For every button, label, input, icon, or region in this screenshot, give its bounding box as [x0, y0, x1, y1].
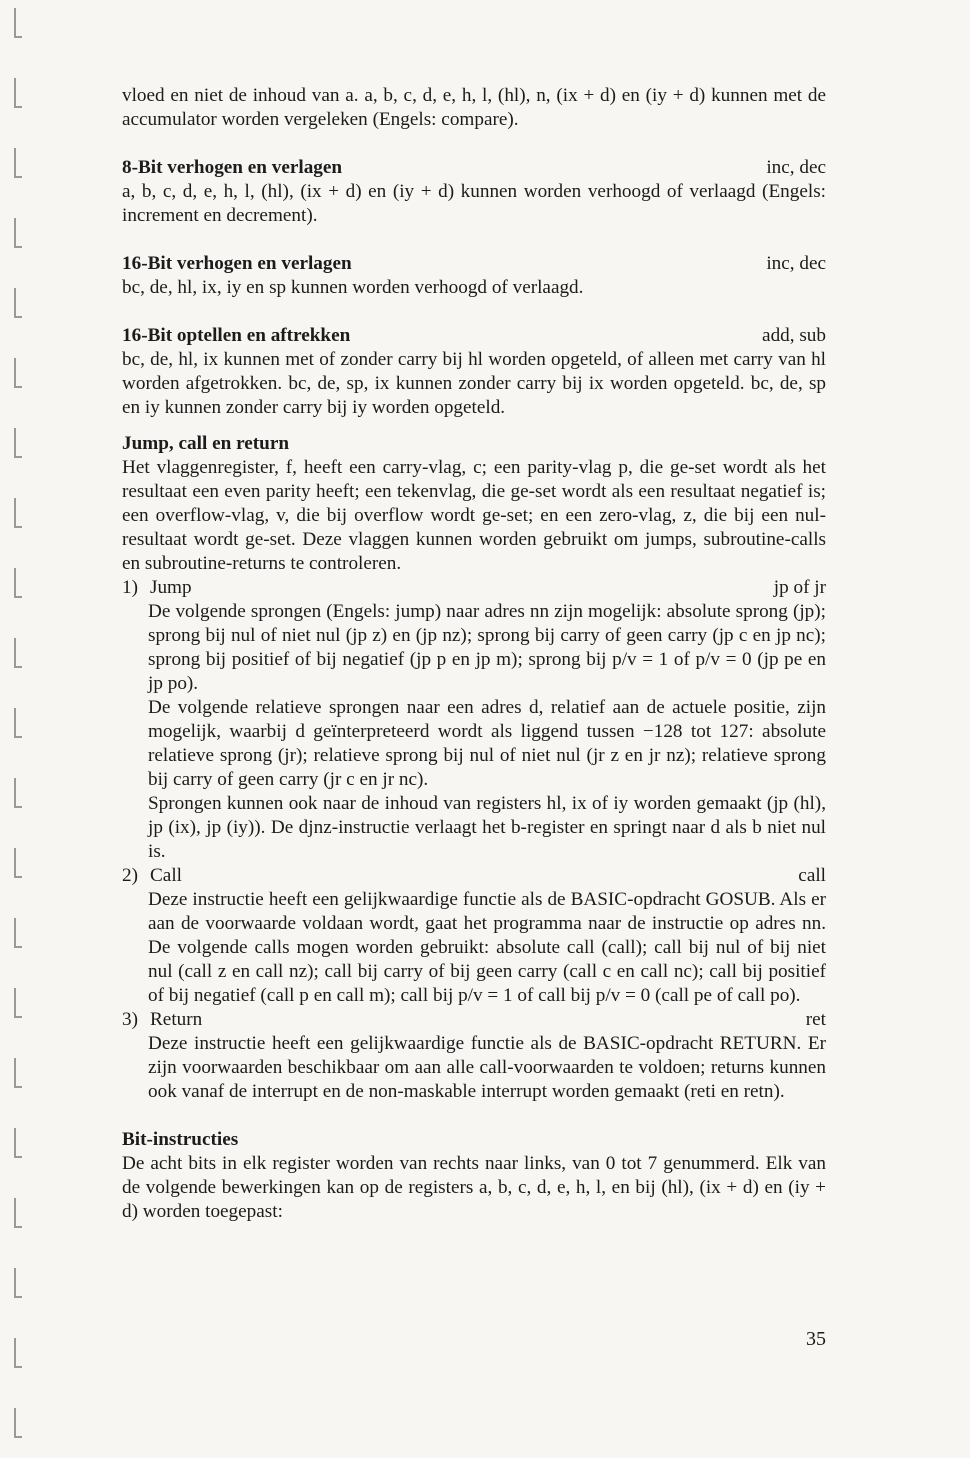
- item-number: 1): [122, 577, 138, 598]
- binding-hole: [14, 78, 22, 108]
- item-mnemonic: jp of jr: [773, 577, 826, 598]
- binding-hole: [14, 148, 22, 178]
- intro-paragraph: vloed en niet de inhoud van a. a, b, c, d, e, h, l, (hl), n, (ix + d) en (iy + d) kunnen met de accumulator worden vergeleken (Engels: compare).: [122, 85, 826, 130]
- binding-hole: [14, 358, 22, 388]
- item-label: Return: [150, 1009, 203, 1030]
- section-body: bc, de, hl, ix, iy en sp kunnen worden verhoogd of verlaagd.: [122, 277, 584, 298]
- item-paragraph: De volgende relatieve sprongen naar een adres d, relatief aan de actuele positie, zijn mogelijk, waarbij d geïnterpreteerd wordt als liggend tussen −128 tot 127: absolute relatieve sprong (jr); relatieve sprong bij nul of niet nul (jr z en jr nz); relatieve sprong bij carry of geen carry (jr c en jr nc).: [148, 697, 826, 790]
- binding-hole: [14, 1198, 22, 1228]
- item-label: Call: [150, 865, 182, 886]
- page-content: [122, 84, 826, 1224]
- section-body: bc, de, hl, ix kunnen met of zonder carry bij hl worden opgeteld, of alleen met carry van hl worden afgetrokken. bc, de, sp, ix kunnen zonder carry bij ix worden opgeteld. bc, de, sp en iy kunnen zonder carry bij iy worden opgeteld.: [122, 349, 826, 418]
- section-title: 16-Bit optellen en aftrekken: [122, 325, 351, 346]
- section-title: Jump, call en return: [122, 433, 290, 454]
- item-number: 2): [122, 865, 138, 886]
- binding-hole: [14, 1128, 22, 1158]
- binding-hole: [14, 218, 22, 248]
- binding-hole: [14, 988, 22, 1018]
- section-mnemonic: inc, dec: [766, 157, 826, 178]
- binding-holes: [0, 0, 40, 1458]
- list-item-call: [122, 864, 826, 1008]
- item-paragraph: Deze instructie heeft een gelijkwaardige functie als de BASIC-opdracht RETURN. Er zijn voorwaarden beschikbaar om aan alle call-voorwaarden te voldoen; returns kunnen ook vanaf de interrupt en de non-maskable interrupt worden gemaakt (reti en retn).: [148, 1033, 826, 1102]
- section-header-16bit-addsub: [122, 324, 826, 348]
- section-header-8bit-incdec: [122, 156, 826, 180]
- list-item-return: [122, 1008, 826, 1104]
- section-header-bit-instructions: [122, 1128, 826, 1152]
- item-number: 3): [122, 1009, 138, 1030]
- page-number: 35: [806, 1328, 826, 1350]
- binding-hole: [14, 638, 22, 668]
- binding-hole: [14, 568, 22, 598]
- binding-hole: [14, 708, 22, 738]
- item-label: Jump: [150, 577, 192, 598]
- binding-hole: [14, 1408, 22, 1438]
- item-mnemonic: ret: [805, 1009, 826, 1030]
- binding-hole: [14, 428, 22, 458]
- section-header-16bit-incdec: [122, 252, 826, 276]
- section-title: 16-Bit verhogen en verlagen: [122, 253, 352, 274]
- section-mnemonic: add, sub: [762, 325, 826, 346]
- binding-hole: [14, 1338, 22, 1368]
- section-body: a, b, c, d, e, h, l, (hl), (ix + d) en (iy + d) kunnen worden verhoogd of verlaagd (Engels: increment en decrement).: [122, 181, 826, 226]
- item-mnemonic: call: [798, 865, 826, 886]
- binding-hole: [14, 1268, 22, 1298]
- section-body: Het vlaggenregister, f, heeft een carry-vlag, c; een parity-vlag p, die ge-set wordt als het resultaat een even parity heeft; een tekenvlag, die ge-set wordt als een resultaat negatief is; een overflow-vlag, v, die bij overflow wordt ge-set; en een zero-vlag, z, die bij een nul-resultaat wordt ge-set. Deze vlaggen kunnen worden gebruikt om jumps, subroutine-calls en subroutine-returns te controleren.: [122, 457, 826, 574]
- section-mnemonic: inc, dec: [766, 253, 826, 274]
- binding-hole: [14, 778, 22, 808]
- section-header-jump-call-return: [122, 432, 826, 456]
- binding-hole: [14, 8, 22, 38]
- item-paragraph: Deze instructie heeft een gelijkwaardige functie als de BASIC-opdracht GOSUB. Als er aan de voorwaarde voldaan wordt, gaat het programma naar de instructie op adres nn. De volgende calls mogen worden gebruikt: absolute call (call); call bij nul of bij niet nul (call z en call nz); call bij carry of bij geen carry (call c en call nc); call bij positief of bij negatief (call p en call m); call bij p/v = 1 of call bij p/v = 0 (call pe of call po).: [148, 889, 826, 1006]
- section-title: 8-Bit verhogen en verlagen: [122, 157, 343, 178]
- binding-hole: [14, 288, 22, 318]
- section-body: De acht bits in elk register worden van rechts naar links, van 0 tot 7 genummerd. Elk van de volgende bewerkingen kan op de registers a, b, c, d, e, h, l, en bij (hl), (ix + d) en (iy + d) worden toegepast:: [122, 1153, 826, 1222]
- list-item-jump: [122, 576, 826, 864]
- binding-hole: [14, 498, 22, 528]
- item-paragraph: De volgende sprongen (Engels: jump) naar adres nn zijn mogelijk: absolute sprong (jp); sprong bij nul of niet nul (jp z) en (jp nz); sprong bij carry of geen carry (jp c en jp nc); sprong bij positief of bij negatief (jp p en jp m); sprong bij p/v = 1 of p/v = 0 (jp pe en jp po).: [148, 601, 826, 694]
- item-paragraph: Sprongen kunnen ook naar de inhoud van registers hl, ix of iy worden gemaakt (jp (hl), jp (ix), jp (iy)). De djnz-instructie verlaagt het b-register en springt naar d als b niet nul is.: [148, 793, 826, 862]
- binding-hole: [14, 1058, 22, 1088]
- section-title: Bit-instructies: [122, 1129, 239, 1150]
- binding-hole: [14, 918, 22, 948]
- binding-hole: [14, 848, 22, 878]
